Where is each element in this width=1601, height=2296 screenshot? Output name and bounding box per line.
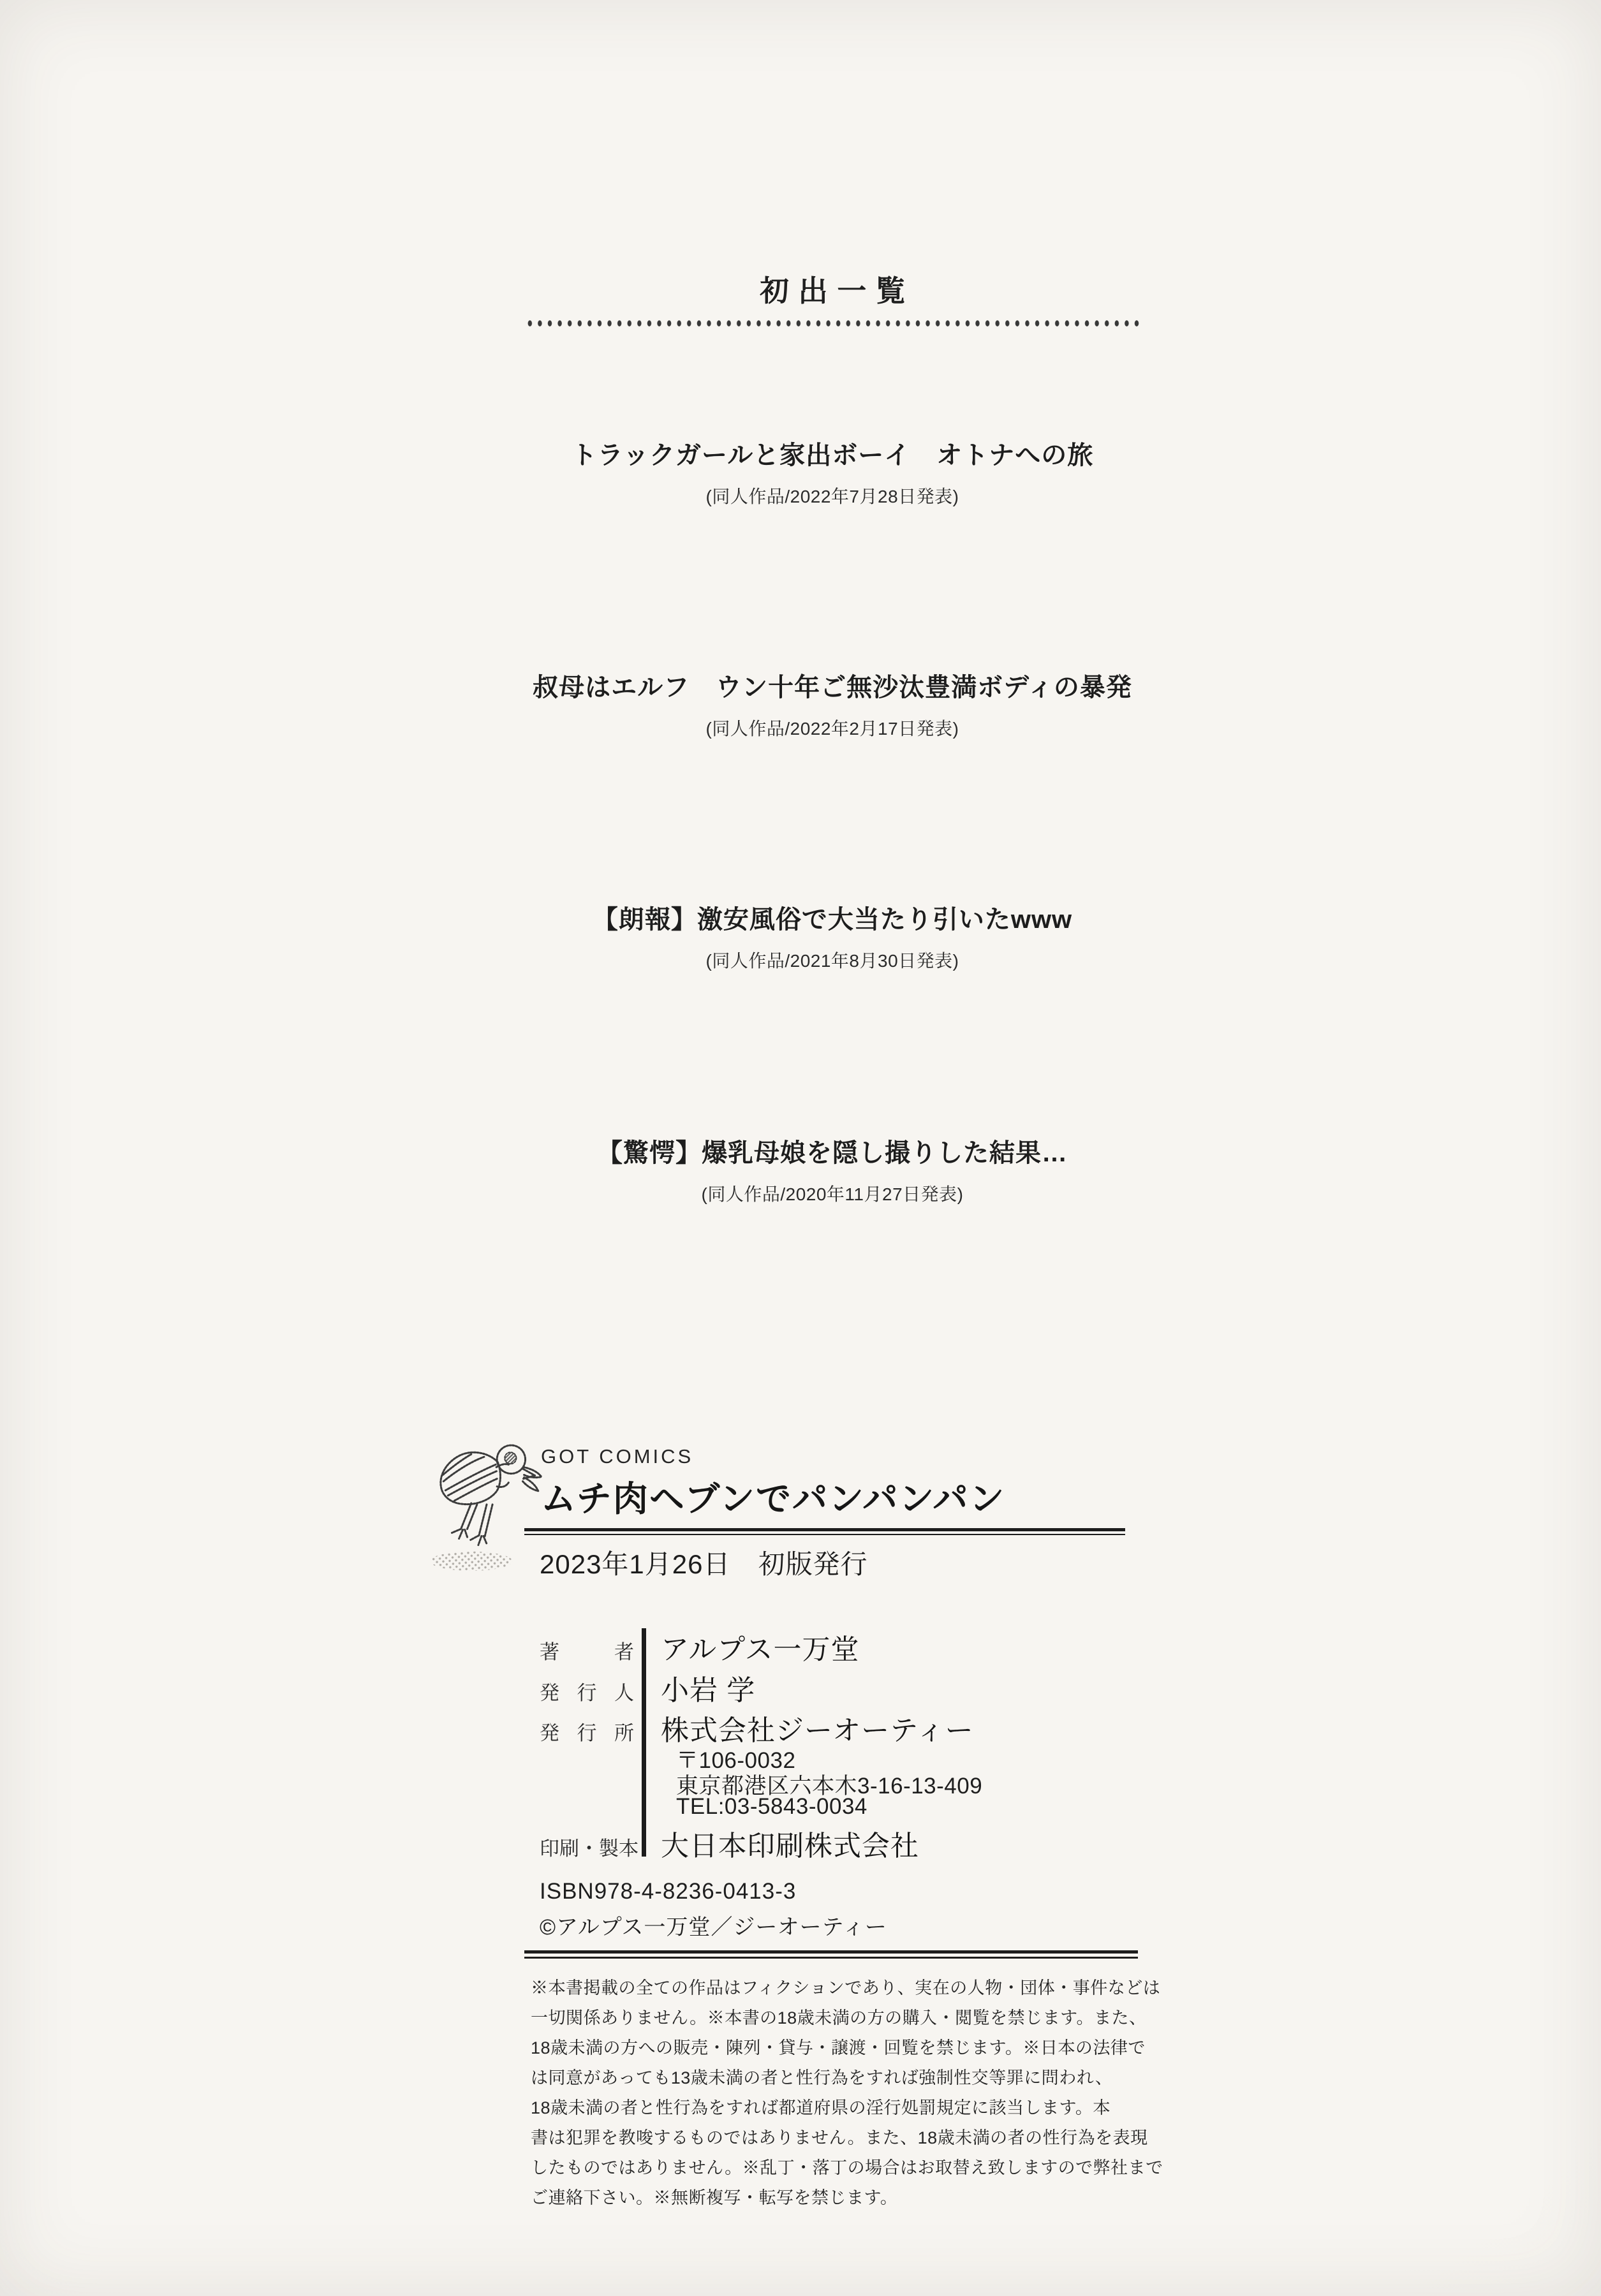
publisher-phone: TEL:03-5843-0034 — [676, 1794, 867, 1819]
credit-row-printer — [540, 1823, 919, 1864]
imprint-name: GOT COMICS — [541, 1445, 694, 1468]
double-rule — [524, 1950, 1138, 1959]
publisher-street-address: 東京都港区六本木3-16-13-409 — [676, 1774, 983, 1799]
work-source: (同人作品/2022年7月28日発表) — [705, 487, 959, 506]
disclaimer-line: は同意があっても13歳未満の者と性行為をすれば強制性交等罪に問われ、 — [531, 2068, 1113, 2087]
credit-row-publisher-person — [540, 1667, 755, 1708]
work-title: 【驚愕】爆乳母娘を隠し撮りした結果… — [597, 1139, 1068, 1167]
disclaimer-line: ご連絡下さい。※無断複写・転写を禁じます。 — [531, 2188, 898, 2207]
copyright-line: ©アルプス一万堂／ジーオーティー — [540, 1915, 887, 1939]
disclaimer-line: 書は犯罪を教唆するものではありません。また、18歳未満の者の性行為を表現 — [531, 2128, 1148, 2147]
work-source: (同人作品/2022年2月17日発表) — [705, 719, 959, 739]
credit-value: 大日本印刷株式会社 — [661, 1830, 919, 1862]
work-title: 【朗報】激安風俗で大当たり引いたwww — [592, 906, 1073, 934]
disclaimer-line: 18歳未満の方への販売・陳列・貸与・譲渡・回覧を禁じます。※日本の法律で — [531, 2038, 1146, 2057]
publisher-postal-code: 〒106-0032 — [676, 1748, 796, 1773]
work-source: (同人作品/2021年8月30日発表) — [705, 951, 959, 971]
disclaimer-line: したものではありません。※乱丁・落丁の場合はお取替え致しますので弊社まで — [531, 2158, 1163, 2177]
credit-value: アルプス一万堂 — [661, 1634, 860, 1665]
work-entry — [517, 435, 1148, 508]
credit-label: 発 行 人 — [540, 1682, 634, 1704]
credit-value: 株式会社ジーオーティー — [661, 1715, 974, 1746]
credit-label: 著 者 — [540, 1641, 634, 1663]
work-title: トラックガールと家出ボーイ オトナへの旅 — [571, 441, 1094, 469]
disclaimer-line: ※本書掲載の全ての作品はフィクションであり、実在の人物・団体・事件などは — [531, 1978, 1161, 1998]
disclaimer-line: 一切関係ありません。※本書の18歳未満の方の購入・閲覧を禁じます。また、 — [531, 2008, 1147, 2027]
book-title: ムチ肉ヘブンでパンパンパン — [541, 1479, 1006, 1519]
credit-row-author — [540, 1626, 859, 1667]
double-rule — [524, 1528, 1125, 1535]
credit-label: 発 行 所 — [540, 1722, 634, 1744]
work-title: 叔母はエルフ ウン十年ご無沙汰豊満ボディの暴発 — [533, 673, 1132, 702]
work-entry — [517, 1133, 1148, 1206]
edition-date: 2023年1月26日 初版発行 — [540, 1549, 868, 1579]
work-entry — [517, 899, 1148, 973]
credit-row-publisher — [540, 1707, 974, 1748]
isbn-number: ISBN978-4-8236-0413-3 — [540, 1879, 797, 1904]
sketch-bird-icon — [432, 1439, 542, 1574]
legal-disclaimer — [531, 1973, 1163, 2213]
work-source: (同人作品/2020年11月27日発表) — [701, 1184, 964, 1204]
dotted-divider — [525, 319, 1140, 328]
disclaimer-line: 18歳未満の者と性行為をすれば都道府県の淫行処罰規定に該当します。本 — [531, 2098, 1110, 2117]
credit-label: 印 刷 ・ 製 本 — [540, 1837, 638, 1860]
credit-value: 小岩 学 — [661, 1675, 756, 1706]
work-entry — [517, 667, 1148, 740]
first-publication-heading: 初出一覧 — [759, 274, 915, 307]
